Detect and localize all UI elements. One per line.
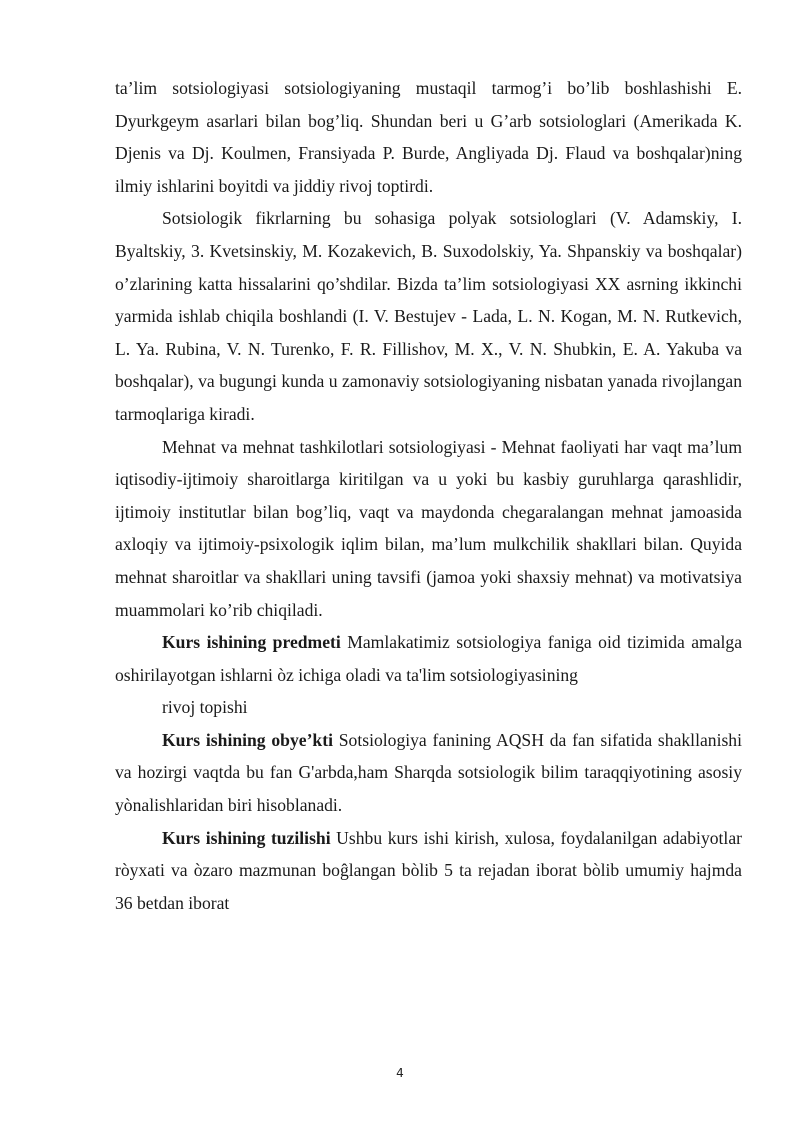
paragraph-object	[115, 724, 742, 822]
paragraph-structure	[115, 822, 742, 920]
paragraph-3: Mehnat va mehnat tashkilotlari sotsiologiyasi - Mehnat faoliyati har vaqt ma’lum iqtisodiy-ijtimoiy sharoitlarga kiritilgan va u yoki bu kasbiy guruhlarga qarashlidir, ijtimoiy institutlar bilan bog’liq, vaqt va maydonda chegaralangan mehnat jamoasida axloqiy va ijtimoiy-psixologik iqlim bilan, ma’lum mulkchilik shakllari bilan. Quyida mehnat sharoitlar va shakllari uning tavsifi (jamoa yoki shaxsiy mehnat) va motivatsiya muammolari ko’rib chiqiladi.	[115, 436, 742, 620]
subject-continuation: rivoj topishi	[162, 697, 248, 718]
paragraph-subject	[115, 626, 742, 691]
object-text: Sotsiologiya fanining AQSH da fan sifatida shakllanishi va hozirgi vaqtda bu fan G'arbda,ham Sharqda sotsiologik bilim taraqqiyotining asosiy yònalishlaridan biri hisoblanadi.	[115, 729, 742, 816]
page-number: 4	[396, 1066, 404, 1080]
document-body	[115, 72, 742, 919]
subject-heading: Kurs ishining predmeti	[162, 632, 341, 653]
paragraph-2: Sotsiologik fikrlarning bu sohasiga polyak sotsiologlari (V. Adamskiy, I. Byaltskiy, 3. Kvetsinskiy, M. Kozakevich, B. Suxodolskiy, Ya. Shpanskiy va boshqalar) o’zlarining katta hissalarini qo’shdilar. Bizda ta’lim sotsiologiyasi XX asrning ikkinchi yarmida ishlab chiqila boshlandi (I. V. Bestujev - Lada, L. N. Kogan, M. N. Rutkevich, L. Ya. Rubina, V. N. Turenko, F. R. Fillishov, M. X., V. N. Shubkin, E. A. Yakuba va boshqalar), va bugungi kunda u zamonaviy sotsiologiyaning nisbatan yanada rivojlangan tarmoqlariga kiradi.	[115, 208, 742, 424]
structure-text: Ushbu kurs ishi kirish, xulosa, foydalanilgan adabiyotlar ròyxati va òzaro mazmunan boĝlangan bòlib 5 ta rejadan iborat bòlib umumiy hajmda 36 betdan iborat	[115, 827, 742, 913]
subject-text: Mamlakatimiz sotsiologiya faniga oid tizimida amalga oshirilayotgan ishlarni òz ichiga oladi va ta'lim sotsiologiyasining	[115, 632, 743, 685]
object-heading: Kurs ishining obye’kti	[162, 729, 333, 750]
structure-heading: Kurs ishining tuzilishi	[162, 827, 331, 848]
paragraph-1: ta’lim sotsiologiyasi sotsiologiyaning mustaqil tarmog’i bo’lib boshlashishi E. Dyurkgeym asarlari bilan bog’liq. Shundan beri u G’arb sotsiologlari (Amerikada K. Djenis va Dj. Koulmen, Fransiyada P. Burde, Angliyada Dj. Flaud va boshqalar)ning ilmiy ishlarini boyitdi va jiddiy rivoj toptirdi.	[115, 78, 742, 196]
